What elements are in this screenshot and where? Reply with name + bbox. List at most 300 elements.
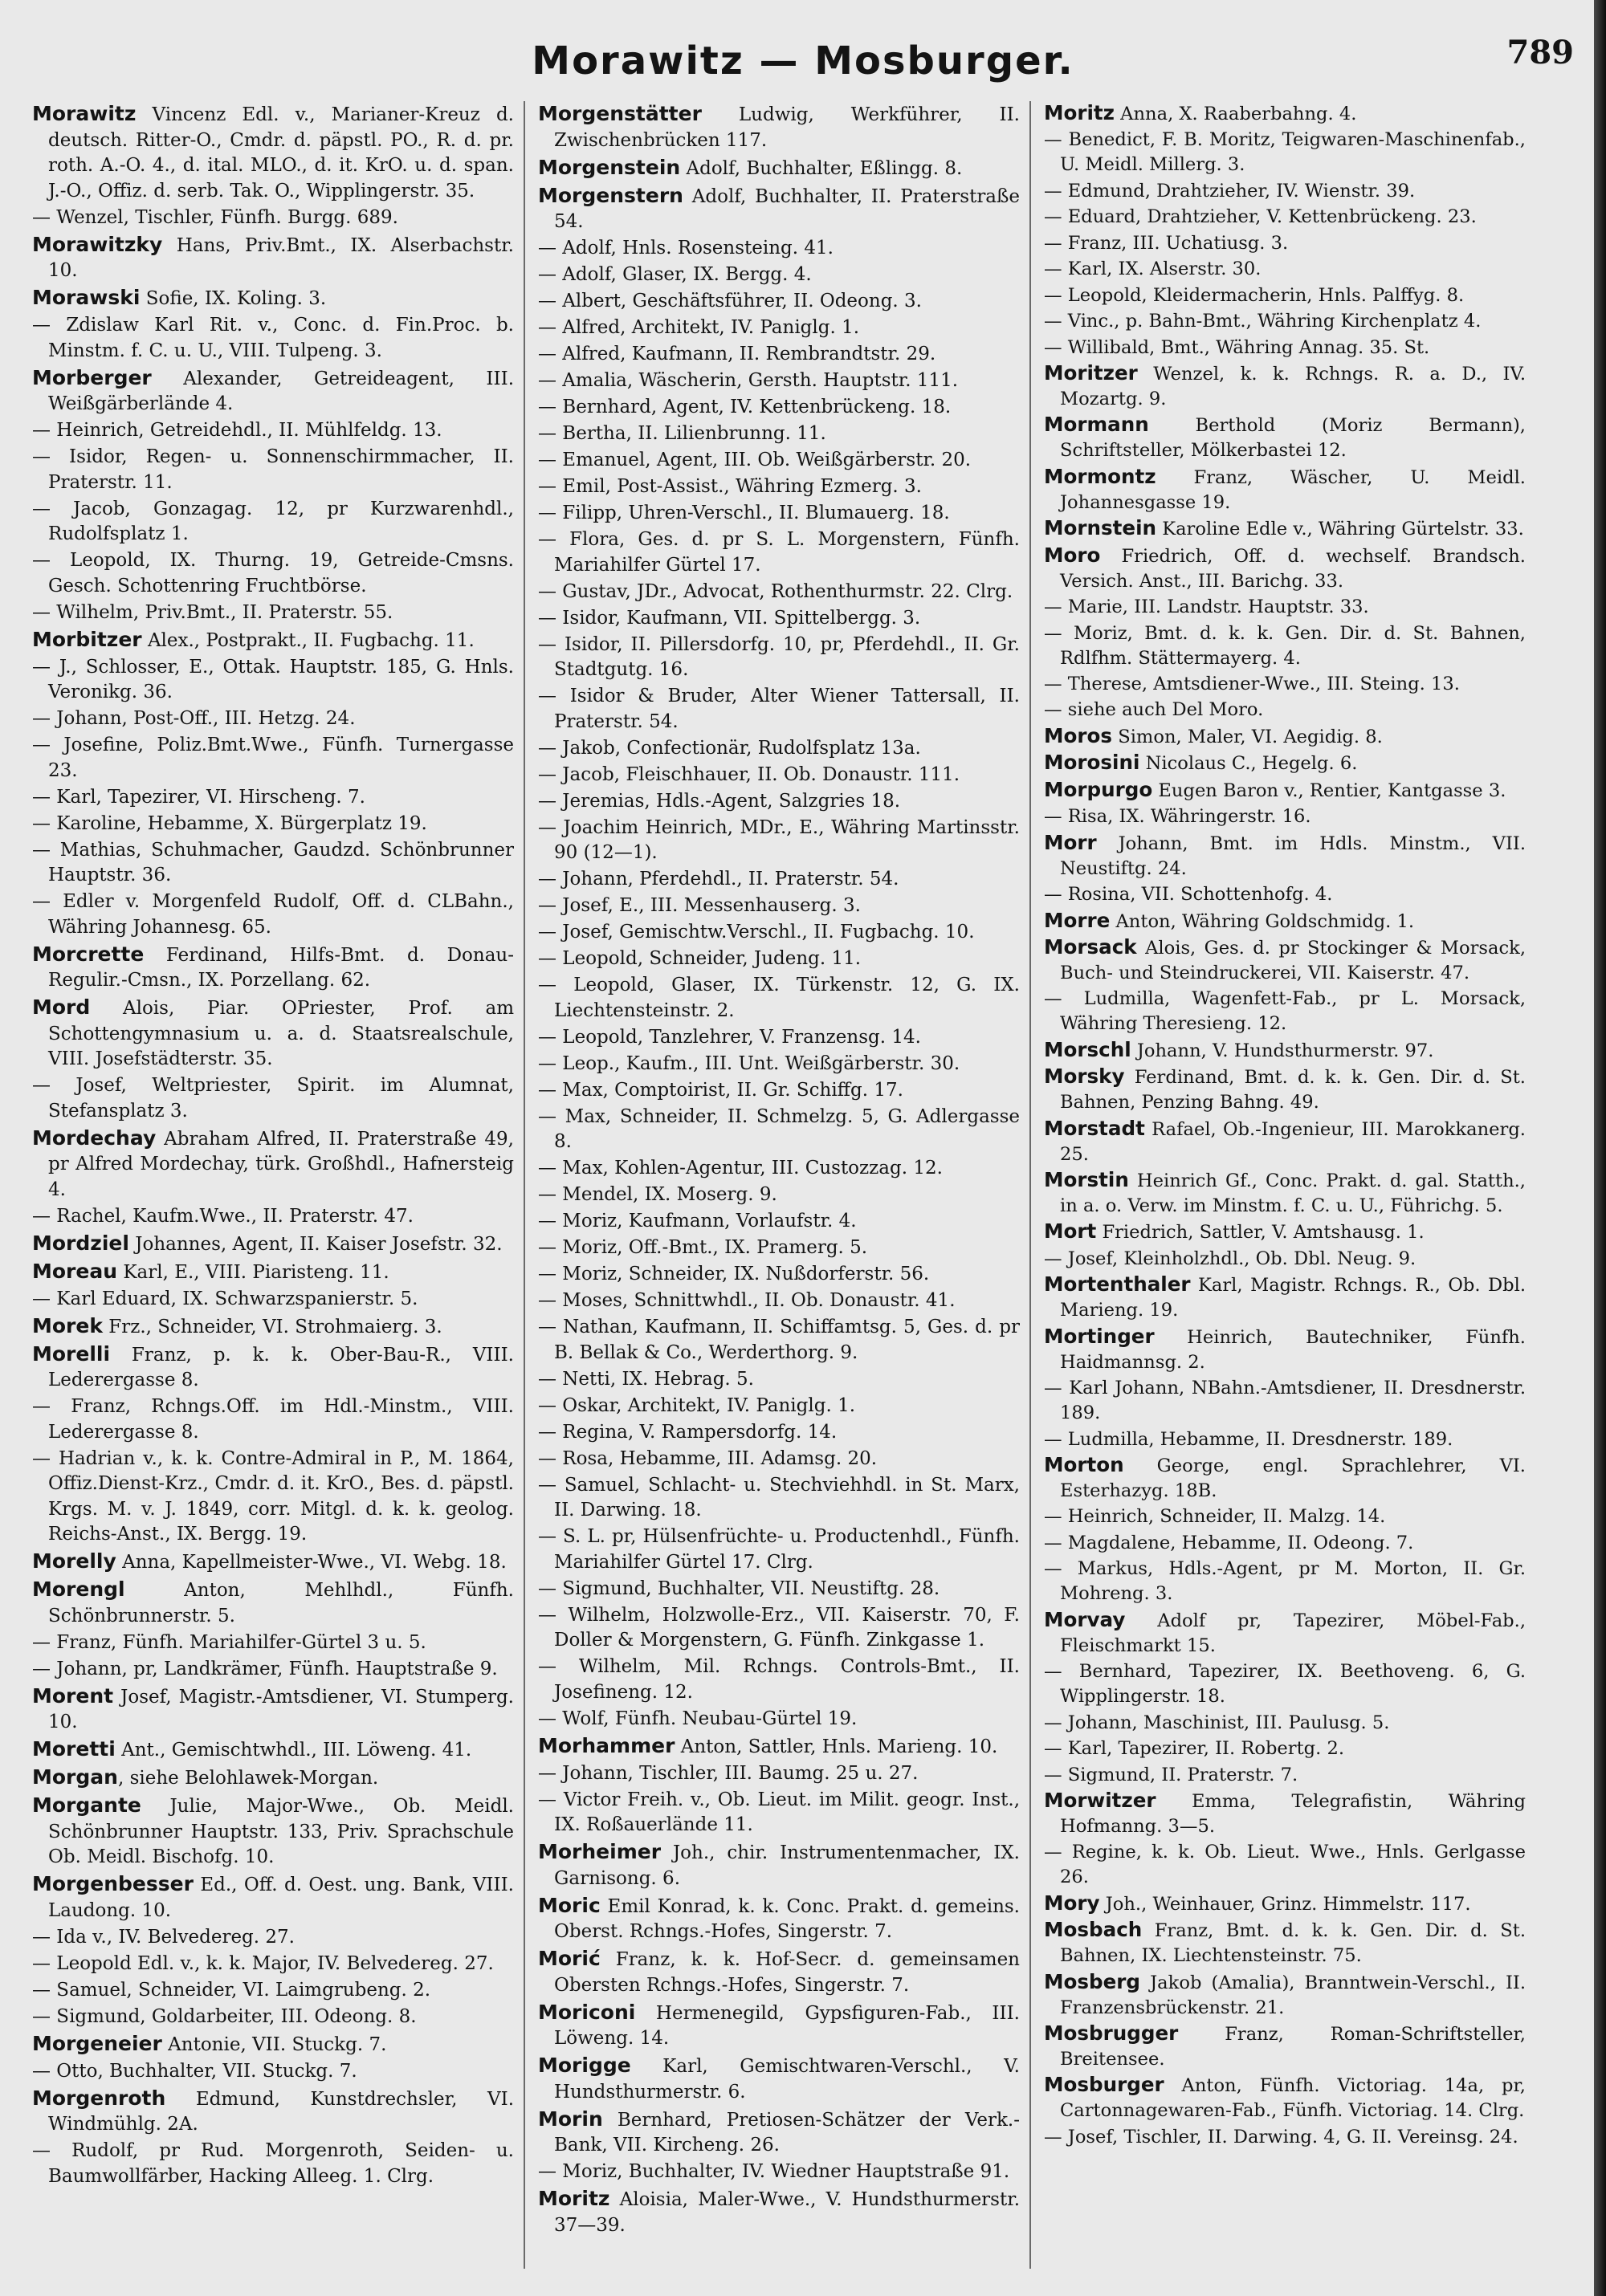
entry-text: Anna, Kapellmeister-Wwe., VI. Webg. 18. xyxy=(116,1552,507,1573)
directory-entry xyxy=(1044,831,1526,881)
directory-entry xyxy=(538,1447,1020,1472)
entry-surname: Morgenbesser xyxy=(32,1872,194,1895)
directory-entry xyxy=(1044,1557,1526,1606)
entry-text: Antonie, VII. Stuckg. 7. xyxy=(161,2033,387,2055)
directory-entry xyxy=(538,263,1020,288)
entry-text: — Franz, Rchngs.Off. im Hdl.-Minstm., VIII. Lederergasse 8. xyxy=(32,1396,514,1443)
directory-entry xyxy=(538,2053,1020,2105)
entry-surname: Morberger xyxy=(32,365,152,389)
directory-entry xyxy=(538,894,1020,919)
directory-entry xyxy=(1044,1504,1526,1529)
entry-text: — Johann, Post-Off., III. Hetzg. 24. xyxy=(32,708,356,729)
entry-text: Ant., Gemischtwhdl., III. Löweng. 41. xyxy=(115,1740,472,1761)
directory-entry xyxy=(538,527,1020,578)
directory-entry xyxy=(1044,1789,1526,1839)
entry-text: Alois, Piar. OPriester, Prof. am Schottengymnasium u. a. d. Staatsrealschule, VIII. Josefstädterstr. 35. xyxy=(48,998,514,1069)
entry-text: Joh., chir. Instrumentenmacher, IX. Garnisong. 6. xyxy=(554,1842,1020,1889)
directory-entry xyxy=(32,2086,514,2138)
entry-surname: Mortinger xyxy=(1044,1324,1155,1348)
directory-entry xyxy=(538,1262,1020,1288)
directory-entry xyxy=(538,1183,1020,1208)
running-head: Morawitz — Mosburger. xyxy=(532,39,1074,83)
directory-entry xyxy=(1044,1117,1526,1167)
entry-text: — Eduard, Drahtzieher, V. Kettenbrückeng. 23. xyxy=(1044,206,1477,228)
entry-text: — Sigmund, Goldarbeiter, III. Odeong. 8. xyxy=(32,2005,417,2027)
directory-entry xyxy=(538,736,1020,762)
entry-surname: Morawski xyxy=(32,286,141,309)
entry-text: Karl, Gemischtwaren-Verschl., V. Hundsthurmerstr. 6. xyxy=(554,2056,1020,2103)
directory-entry xyxy=(32,548,514,599)
entry-text: Karl, Magistr. Rchngs. R., Ob. Dbl. Marieng. 19. xyxy=(1060,1275,1526,1321)
entry-surname: Mosberg xyxy=(1044,1969,1141,1993)
entry-surname: Moritzer xyxy=(1044,361,1138,385)
entry-text: — Amalia, Wäscherin, Gersth. Hauptstr. 111. xyxy=(538,370,959,391)
directory-entry xyxy=(32,445,514,495)
entry-text: — Samuel, Schlacht- u. Stechviehhdl. in St. Marx, II. Darwing. 18. xyxy=(538,1474,1020,1520)
entry-text: Josef, Magistr.-Amtsdiener, VI. Stumperg. 10. xyxy=(48,1686,514,1732)
directory-entry xyxy=(1044,1970,1526,2021)
entry-surname: Morić xyxy=(538,1947,601,1970)
directory-entry xyxy=(32,600,514,626)
directory-entry xyxy=(538,1946,1020,1998)
entry-text: Hans, Priv.Bmt., IX. Alserbachstr. 10. xyxy=(48,234,514,281)
entry-surname: Morelly xyxy=(32,1549,116,1573)
entry-text: — Bertha, II. Lilienbrunng. 11. xyxy=(538,423,826,444)
entry-text: — Josef, Gemischtw.Verschl., II. Fugbachg. 10. xyxy=(538,922,975,942)
entry-text: Frz., Schneider, VI. Strohmaierg. 3. xyxy=(102,1316,442,1337)
entry-surname: Morr xyxy=(1044,830,1097,854)
column-divider xyxy=(1029,101,1031,2269)
directory-entry xyxy=(32,995,514,1073)
directory-entry xyxy=(1044,2073,1526,2123)
directory-entry xyxy=(538,101,1020,153)
column-divider xyxy=(524,101,525,2269)
entry-text: Hermenegild, Gypsfiguren-Fab., III. Löweng. 14. xyxy=(554,2002,1020,2049)
entry-text: — Gustav, JDr., Advocat, Rothenthurmstr. 22. Clrg. xyxy=(538,580,1013,602)
directory-entry xyxy=(32,627,514,654)
directory-entry xyxy=(1044,1918,1526,1968)
directory-entry xyxy=(538,1577,1020,1602)
directory-entry xyxy=(1044,231,1526,256)
directory-entry xyxy=(538,633,1020,683)
entry-text: Alois, Ges. d. pr Stockinger & Morsack, Buch- und Steindruckerei, VII. Kaiserstr. 47. xyxy=(1060,938,1526,983)
directory-entry xyxy=(32,2139,514,2189)
directory-entry xyxy=(538,2186,1020,2238)
entry-text: — Johann, pr, Landkrämer, Fünfh. Hauptstraße 9. xyxy=(32,1658,498,1679)
entry-text: — Alfred, Architekt, IV. Paniglg. 1. xyxy=(538,317,860,338)
entry-text: — Jeremias, Hdls.-Agent, Salzgries 18. xyxy=(538,790,901,812)
entry-text: Sofie, IX. Koling. 3. xyxy=(140,288,327,309)
entry-surname: Mory xyxy=(1044,1891,1100,1915)
entry-text: Emma, Telegrafistin, Währing Hofmanng. 3—5. xyxy=(1060,1790,1526,1837)
entry-surname: Morsky xyxy=(1044,1065,1125,1089)
entry-text: Aloisia, Maler-Wwe., V. Hundsthurmerstr. 37—39. xyxy=(554,2189,1020,2236)
entry-text: Alex., Postprakt., II. Fugbachg. 11. xyxy=(141,629,475,651)
entry-surname: Morschl xyxy=(1044,1037,1131,1061)
column-1 xyxy=(32,101,514,2269)
entry-text: — Vinc., p. Bahn-Bmt., Währing Kirchenplatz 4. xyxy=(1044,311,1482,332)
directory-entry xyxy=(1044,1247,1526,1272)
directory-entry xyxy=(1044,1659,1526,1709)
directory-entry xyxy=(538,1473,1020,1524)
entry-surname: Morstin xyxy=(1044,1168,1129,1192)
directory-entry xyxy=(538,606,1020,632)
column-2 xyxy=(538,101,1020,2269)
directory-entry xyxy=(32,285,514,312)
entry-surname: Moric xyxy=(538,1893,601,1917)
entry-surname: Moreau xyxy=(32,1259,118,1283)
directory-entry xyxy=(538,867,1020,893)
entry-text: — Karl, Tapezirer, II. Robertg. 2. xyxy=(1044,1738,1345,1760)
entry-text: — Leopold, Schneider, Judeng. 11. xyxy=(538,948,862,969)
directory-entry xyxy=(32,1765,514,1792)
directory-entry xyxy=(1044,309,1526,334)
directory-entry xyxy=(32,838,514,889)
directory-entry xyxy=(32,418,514,444)
entry-text: Heinrich Gf., Conc. Prakt. d. gal. Statth., in a. o. Verw. im Minstm. f. C. u. U., Führichg. 5. xyxy=(1060,1170,1526,1217)
entry-text: — Emanuel, Agent, III. Ob. Weißgärberstr. 20. xyxy=(538,450,972,470)
entry-text: — Moriz, Off.-Bmt., IX. Pramerg. 5. xyxy=(538,1237,868,1258)
entry-text: — Victor Freih. v., Ob. Lieut. im Milit. geogr. Inst., IX. Roßauerlände 11. xyxy=(538,1789,1020,1835)
entry-text: — Flora, Ges. d. pr S. L. Morgenstern, Fünfh. Mariahilfer Gürtel 17. xyxy=(538,529,1020,576)
entry-text: — Isidor, Regen- u. Sonnenschirmmacher, II. Praterstr. 11. xyxy=(32,446,514,493)
entry-text: — Nathan, Kaufmann, II. Schiffamtsg. 5, Ges. d. pr B. Bellak & Co., Werderthorg. 9. xyxy=(538,1317,1020,1363)
entry-text: — Moriz, Bmt. d. k. k. Gen. Dir. d. St. Bahnen, Rdlfhm. Stättermayerg. 4. xyxy=(1044,622,1526,669)
directory-entry xyxy=(32,1126,514,1203)
entry-text: — Mendel, IX. Moserg. 9. xyxy=(538,1184,777,1205)
directory-entry xyxy=(32,1978,514,2004)
entry-surname: Moriconi xyxy=(538,2000,636,2024)
entry-surname: Mortenthaler xyxy=(1044,1272,1191,1297)
directory-entry xyxy=(32,733,514,784)
directory-entry xyxy=(538,1525,1020,1575)
directory-entry xyxy=(1044,1453,1526,1504)
entry-text: — Karl, Tapezirer, VI. Hirscheng. 7. xyxy=(32,786,365,808)
directory-entry xyxy=(32,2059,514,2085)
directory-entry xyxy=(32,1394,514,1445)
entry-surname: Mosburger xyxy=(1044,2073,1164,2097)
entry-text: — Johann, Pferdehdl., II. Praterstr. 54. xyxy=(538,869,899,889)
directory-entry xyxy=(538,501,1020,527)
entry-text: Abraham Alfred, II. Praterstraße 49, pr Alfred Mordechay, türk. Großhdl., Hafnersteig 4. xyxy=(48,1128,514,1200)
directory-entry xyxy=(538,1761,1020,1787)
entry-text: Edmund, Kunstdrechsler, VI. Windmühlg. 2A. xyxy=(48,2088,514,2135)
directory-entry xyxy=(538,1236,1020,1261)
entry-surname: Mordziel xyxy=(32,1231,129,1255)
directory-entry xyxy=(538,342,1020,368)
entry-text: — Sigmund, II. Praterstr. 7. xyxy=(1044,1764,1298,1785)
entry-surname: Moritz xyxy=(538,2187,610,2210)
directory-entry xyxy=(538,920,1020,946)
entry-text: — Oskar, Architekt, IV. Paniglg. 1. xyxy=(538,1394,856,1416)
directory-entry xyxy=(32,942,514,994)
directory-entry xyxy=(32,1871,514,1924)
entry-text: Anton, Währing Goldschmidg. 1. xyxy=(1110,910,1415,932)
entry-text: — Moses, Schnittwhdl., II. Ob. Donaustr. 41. xyxy=(538,1290,956,1311)
directory-entry xyxy=(538,1893,1020,1945)
directory-entry xyxy=(1044,1325,1526,1375)
entry-text: — Isidor, Kaufmann, VII. Spittelbergg. 3. xyxy=(538,607,921,629)
entry-surname: Moritz xyxy=(1044,101,1115,124)
entry-surname: Morre xyxy=(1044,908,1111,932)
directory-entry xyxy=(538,289,1020,315)
directory-entry xyxy=(1044,1840,1526,1890)
directory-entry xyxy=(538,474,1020,500)
directory-entry xyxy=(1044,987,1526,1036)
directory-entry xyxy=(1044,101,1526,127)
entry-text: — Josef, Weltpriester, Spirit. im Alumnat, Stefansplatz 3. xyxy=(32,1075,514,1122)
directory-entry xyxy=(538,395,1020,421)
directory-entry xyxy=(1044,1891,1526,1917)
entry-surname: Morawitzky xyxy=(32,232,163,256)
directory-entry xyxy=(538,1209,1020,1235)
entry-surname: Morgan xyxy=(32,1765,118,1789)
entry-text: — Karl Eduard, IX. Schwarzspanierstr. 5. xyxy=(32,1288,418,1309)
entry-text: — Wolf, Fünfh. Neubau-Gürtel 19. xyxy=(538,1708,858,1729)
entry-text: Eugen Baron v., Rentier, Kantgasse 3. xyxy=(1152,780,1506,801)
directory-entry xyxy=(538,1052,1020,1077)
entry-text: — Heinrich, Getreidehdl., II. Mühlfeldg. 13. xyxy=(32,420,442,441)
entry-surname: Morosini xyxy=(1044,751,1140,775)
entry-text: — S. L. pr, Hülsenfrüchte- u. Productenhdl., Fünfh. Mariahilfer Gürtel 17. Clrg. xyxy=(538,1526,1020,1573)
entry-text: — Franz, Fünfh. Mariahilfer-Gürtel 3 u. 5. xyxy=(32,1631,426,1653)
entry-text: — Magdalene, Hebamme, II. Odeong. 7. xyxy=(1044,1532,1414,1553)
directory-entry xyxy=(32,1231,514,1258)
directory-entry xyxy=(32,497,514,548)
entry-text: Ferdinand, Hilfs-Bmt. d. Donau-Regulir.-Cmsn., IX. Porzellang. 62. xyxy=(48,944,514,991)
page-header xyxy=(32,32,1574,90)
entry-text: — Albert, Geschäftsführer, II. Odeong. 3. xyxy=(538,291,922,311)
entry-surname: Mormann xyxy=(1044,413,1149,437)
entry-surname: Morgenstern xyxy=(538,183,683,207)
directory-entry xyxy=(1044,1736,1526,1761)
entry-surname: Morent xyxy=(32,1683,114,1708)
entry-text: Franz, Bmt. d. k. k. Gen. Dir. d. St. Bahnen, IX. Liechtensteinstr. 75. xyxy=(1060,1920,1526,1967)
directory-entry xyxy=(538,315,1020,341)
entry-text: — Heinrich, Schneider, II. Malzg. 14. xyxy=(1044,1506,1386,1528)
entry-surname: Morvay xyxy=(1044,1607,1126,1631)
entry-text: — Ludmilla, Hebamme, II. Dresdnerstr. 189. xyxy=(1044,1428,1453,1450)
directory-entry xyxy=(538,1603,1020,1654)
directory-entry xyxy=(1044,724,1526,750)
entry-text: — Leopold Edl. v., k. k. Major, IV. Belvedereg. 27. xyxy=(32,1952,494,1974)
directory-entry xyxy=(1044,1376,1526,1426)
entry-text: — Ida v., IV. Belvedereg. 27. xyxy=(32,1926,295,1948)
entry-text: — Edler v. Morgenfeld Rudolf, Off. d. CLBahn., Währing Johannesg. 65. xyxy=(32,891,514,938)
directory-entry xyxy=(32,812,514,837)
directory-entry xyxy=(32,365,514,417)
entry-text: — Alfred, Kaufmann, II. Rembrandtstr. 29. xyxy=(538,344,936,364)
entry-surname: Morawitz xyxy=(32,102,137,125)
column-3 xyxy=(1044,101,1526,2269)
entry-text: — Edmund, Drahtzieher, IV. Wienstr. 39. xyxy=(1044,180,1416,202)
entry-text: Friedrich, Off. d. wechself. Brandsch. Versich. Anst., III. Barichg. 33. xyxy=(1060,545,1526,592)
entry-surname: Moro xyxy=(1044,543,1101,567)
entry-text: Julie, Major-Wwe., Ob. Meidl. Schönbrunner Hauptstr. 133, Priv. Sprachschule Ob. Meidl. Bischofg. 10. xyxy=(48,1796,514,1867)
directory-entry xyxy=(32,206,514,231)
entry-text: — Karl, IX. Alserstr. 30. xyxy=(1044,259,1262,280)
entry-text: — Regine, k. k. Ob. Lieut. Wwe., Hnls. Gerlgasse 26. xyxy=(1044,1842,1526,1888)
directory-entry xyxy=(538,763,1020,788)
directory-entry xyxy=(1044,882,1526,907)
directory-entry xyxy=(32,1736,514,1764)
entry-surname: Morgeneier xyxy=(32,2031,162,2055)
directory-entry xyxy=(32,1204,514,1230)
directory-entry xyxy=(1044,361,1526,412)
entry-text: Bernhard, Pretiosen-Schätzer der Verk.-Bank, VII. Kircheng. 26. xyxy=(554,2109,1020,2156)
entry-text: — Adolf, Hnls. Rosensteing. 41. xyxy=(538,238,834,259)
page-number: 789 xyxy=(1506,34,1574,71)
entry-text: — Wilhelm, Priv.Bmt., II. Praterstr. 55. xyxy=(32,601,393,623)
entry-text: Ferdinand, Bmt. d. k. k. Gen. Dir. d. St. Bahnen, Penzing Bahng. 49. xyxy=(1060,1067,1526,1113)
entry-text: Franz, Wäscher, U. Meidl. Johannesgasse 19. xyxy=(1060,466,1526,513)
directory-entry xyxy=(538,236,1020,262)
directory-entry xyxy=(32,1341,514,1394)
entry-text: Adolf pr, Tapezirer, Möbel-Fab., Fleischmarkt 15. xyxy=(1060,1610,1526,1656)
entry-text: — Leopold, Tanzlehrer, V. Franzensg. 14. xyxy=(538,1026,921,1048)
entry-text: — Samuel, Schneider, VI. Laimgrubeng. 2. xyxy=(32,1979,431,2001)
directory-entry xyxy=(1044,336,1526,360)
entry-text: Heinrich, Bautechniker, Fünfh. Haidmannsg. 2. xyxy=(1060,1326,1526,1373)
entry-surname: Mornstein xyxy=(1044,516,1157,540)
entry-text: — Adolf, Glaser, IX. Bergg. 4. xyxy=(538,264,812,285)
directory-entry xyxy=(1044,1065,1526,1115)
directory-entry xyxy=(32,1952,514,1977)
entry-text: — Leopold, Kleidermacherin, Hnls. Palffyg. 8. xyxy=(1044,284,1465,306)
entry-text: — Max, Comptoirist, II. Gr. Schiffg. 17. xyxy=(538,1079,903,1101)
entry-text: Nicolaus C., Hegelg. 6. xyxy=(1139,753,1358,775)
entry-text: — Bernhard, Agent, IV. Kettenbrückeng. 18. xyxy=(538,397,952,417)
directory-entry xyxy=(538,1288,1020,1314)
entry-text: Franz, p. k. k. Ober-Bau-R., VIII. Lederergasse 8. xyxy=(48,1344,514,1390)
entry-text: — Emil, Post-Assist., Währing Ezmerg. 3. xyxy=(538,476,922,497)
entry-text: George, engl. Sprachlehrer, VI. Esterhazyg. 18B. xyxy=(1060,1455,1526,1502)
directory-entry xyxy=(1044,205,1526,230)
entry-surname: Morigge xyxy=(538,2054,631,2077)
directory-entry xyxy=(1044,1608,1526,1659)
entry-text: — Johann, Tischler, III. Baumg. 25 u. 27. xyxy=(538,1762,919,1784)
entry-surname: Morpurgo xyxy=(1044,777,1153,801)
directory-entry xyxy=(538,448,1020,474)
entry-text: Jakob (Amalia), Branntwein-Verschl., II. Franzensbrückenstr. 21. xyxy=(1060,1972,1526,2018)
directory-entry xyxy=(1044,1427,1526,1452)
directory-entry xyxy=(538,816,1020,866)
entry-text: — Netti, IX. Hebrag. 5. xyxy=(538,1368,754,1390)
directory-entry xyxy=(32,1925,514,1951)
entry-surname: Morheimer xyxy=(538,1840,662,1863)
directory-entry xyxy=(538,1105,1020,1155)
directory-entry xyxy=(1044,778,1526,804)
directory-entry xyxy=(32,1259,514,1286)
directory-entry xyxy=(32,1683,514,1736)
directory-entry xyxy=(1044,1168,1526,1219)
entry-text: — Rudolf, pr Rud. Morgenroth, Seiden- u. Baumwollfärber, Hacking Alleeg. 1. Clrg. xyxy=(32,2140,514,2187)
entry-text: — Moriz, Buchhalter, IV. Wiedner Hauptstraße 91. xyxy=(538,2161,1010,2182)
directory-entry xyxy=(32,655,514,706)
entry-surname: Moros xyxy=(1044,723,1113,747)
directory-entry xyxy=(538,973,1020,1024)
entry-surname: Morton xyxy=(1044,1453,1124,1477)
directory-entry xyxy=(1044,2125,1526,2150)
entry-text: — Wenzel, Tischler, Fünfh. Burgg. 689. xyxy=(32,206,398,228)
directory-entry xyxy=(538,1156,1020,1182)
entry-text: — Zdislaw Karl Rit. v., Conc. d. Fin.Proc. b. Minstm. f. C. u. U., VIII. Tulpeng. 3. xyxy=(32,315,514,361)
directory-entry xyxy=(538,789,1020,815)
entry-text: — Therese, Amtsdiener-Wwe., III. Steing. 13. xyxy=(1044,673,1460,694)
directory-entry xyxy=(538,421,1020,447)
entry-text: — Bernhard, Tapezirer, IX. Beethoveng. 6, G. Wipplingerstr. 18. xyxy=(1044,1661,1526,1708)
entry-text: Wenzel, k. k. Rchngs. R. a. D., IV. Mozartg. 9. xyxy=(1060,364,1526,409)
entry-text: Rafael, Ob.-Ingenieur, III. Marokkanerg. 25. xyxy=(1060,1118,1526,1165)
directory-entry xyxy=(1044,1272,1526,1323)
directory-entry xyxy=(538,183,1020,235)
entry-text: — Moriz, Schneider, IX. Nußdorferstr. 56. xyxy=(538,1264,930,1284)
directory-entry xyxy=(32,2005,514,2030)
directory-entry xyxy=(538,1707,1020,1732)
entry-surname: Mort xyxy=(1044,1219,1097,1244)
entry-text: Franz, k. k. Hof-Secr. d. gemeinsamen Obersten Rchngs.-Hofes, Singerstr. 7. xyxy=(554,1949,1020,1996)
entry-text: — Johann, Maschinist, III. Paulusg. 5. xyxy=(1044,1712,1390,1733)
directory-entry xyxy=(32,232,514,284)
entry-surname: Morengl xyxy=(32,1577,125,1601)
entry-text: — Max, Kohlen-Agentur, III. Custozzag. 12. xyxy=(538,1158,943,1179)
directory-entry xyxy=(1044,2021,1526,2072)
directory-entry xyxy=(32,889,514,940)
directory-entry xyxy=(32,1657,514,1683)
directory-entry xyxy=(1044,804,1526,829)
entry-text: Franz, Roman-Schriftsteller, Breitensee. xyxy=(1060,2024,1526,2070)
entry-text: Friedrich, Sattler, V. Amtshausg. 1. xyxy=(1096,1222,1425,1244)
directory-entry xyxy=(1044,1219,1526,1245)
directory-entry xyxy=(538,1078,1020,1104)
entry-text: — siehe auch Del Moro. xyxy=(1044,699,1264,721)
entry-text: — Regina, V. Rampersdorfg. 14. xyxy=(538,1421,838,1443)
directory-entry xyxy=(538,946,1020,972)
entry-text: — Risa, IX. Währingerstr. 16. xyxy=(1044,806,1311,828)
directory-entry xyxy=(538,1367,1020,1393)
directory-entry xyxy=(538,580,1020,605)
entry-surname: Mordechay xyxy=(32,1126,157,1150)
entry-text: — Jakob, Confectionär, Rudolfsplatz 13a. xyxy=(538,737,921,759)
directory-entry xyxy=(32,2031,514,2058)
entry-surname: Mosbrugger xyxy=(1044,2021,1179,2046)
entry-text: — Joachim Heinrich, MDr., E., Währing Martinsstr. 90 (12—1). xyxy=(538,816,1020,863)
entry-text: Adolf, Buchhalter, Eßlingg. 8. xyxy=(680,157,963,179)
entry-text: — Jacob, Fleischhauer, II. Ob. Donaustr. 111. xyxy=(538,763,960,785)
entry-surname: Mosbach xyxy=(1044,1918,1143,1942)
directory-entry xyxy=(538,1733,1020,1761)
directory-entry xyxy=(1044,935,1526,986)
directory-entry xyxy=(32,1313,514,1341)
directory-entry xyxy=(538,1394,1020,1419)
entry-text: Emil Konrad, k. k. Conc. Prakt. d. gemeins. Oberst. Rchngs.-Hofes, Singerstr. 7. xyxy=(554,1895,1020,1942)
entry-text: — Josef, E., III. Messenhauserg. 3. xyxy=(538,895,861,916)
entry-text: — Benedict, F. B. Moritz, Teigwaren-Maschinenfab., U. Meidl. Millerg. 3. xyxy=(1044,129,1526,176)
entry-text: — Franz, III. Uchatiusg. 3. xyxy=(1044,232,1289,254)
entry-surname: Morgante xyxy=(32,1793,141,1817)
entry-text: — Markus, Hdls.-Agent, pr M. Morton, II. Gr. Mohreng. 3. xyxy=(1044,1558,1526,1605)
entry-text: — Josef, Tischler, II. Darwing. 4, G. II. Vereinsg. 24. xyxy=(1044,2126,1518,2147)
directory-entry xyxy=(538,2107,1020,2159)
directory-entry xyxy=(538,155,1020,182)
entry-text: Johann, V. Hundsthurmerstr. 97. xyxy=(1131,1040,1434,1061)
directory-entry xyxy=(1044,909,1526,934)
entry-text: Karoline Edle v., Währing Gürtelstr. 33. xyxy=(1156,519,1524,540)
directory-entry xyxy=(1044,257,1526,282)
directory-entry xyxy=(1044,595,1526,620)
entry-text: Johannes, Agent, II. Kaiser Josefstr. 32. xyxy=(128,1233,503,1255)
entry-surname: Morcrette xyxy=(32,942,145,966)
